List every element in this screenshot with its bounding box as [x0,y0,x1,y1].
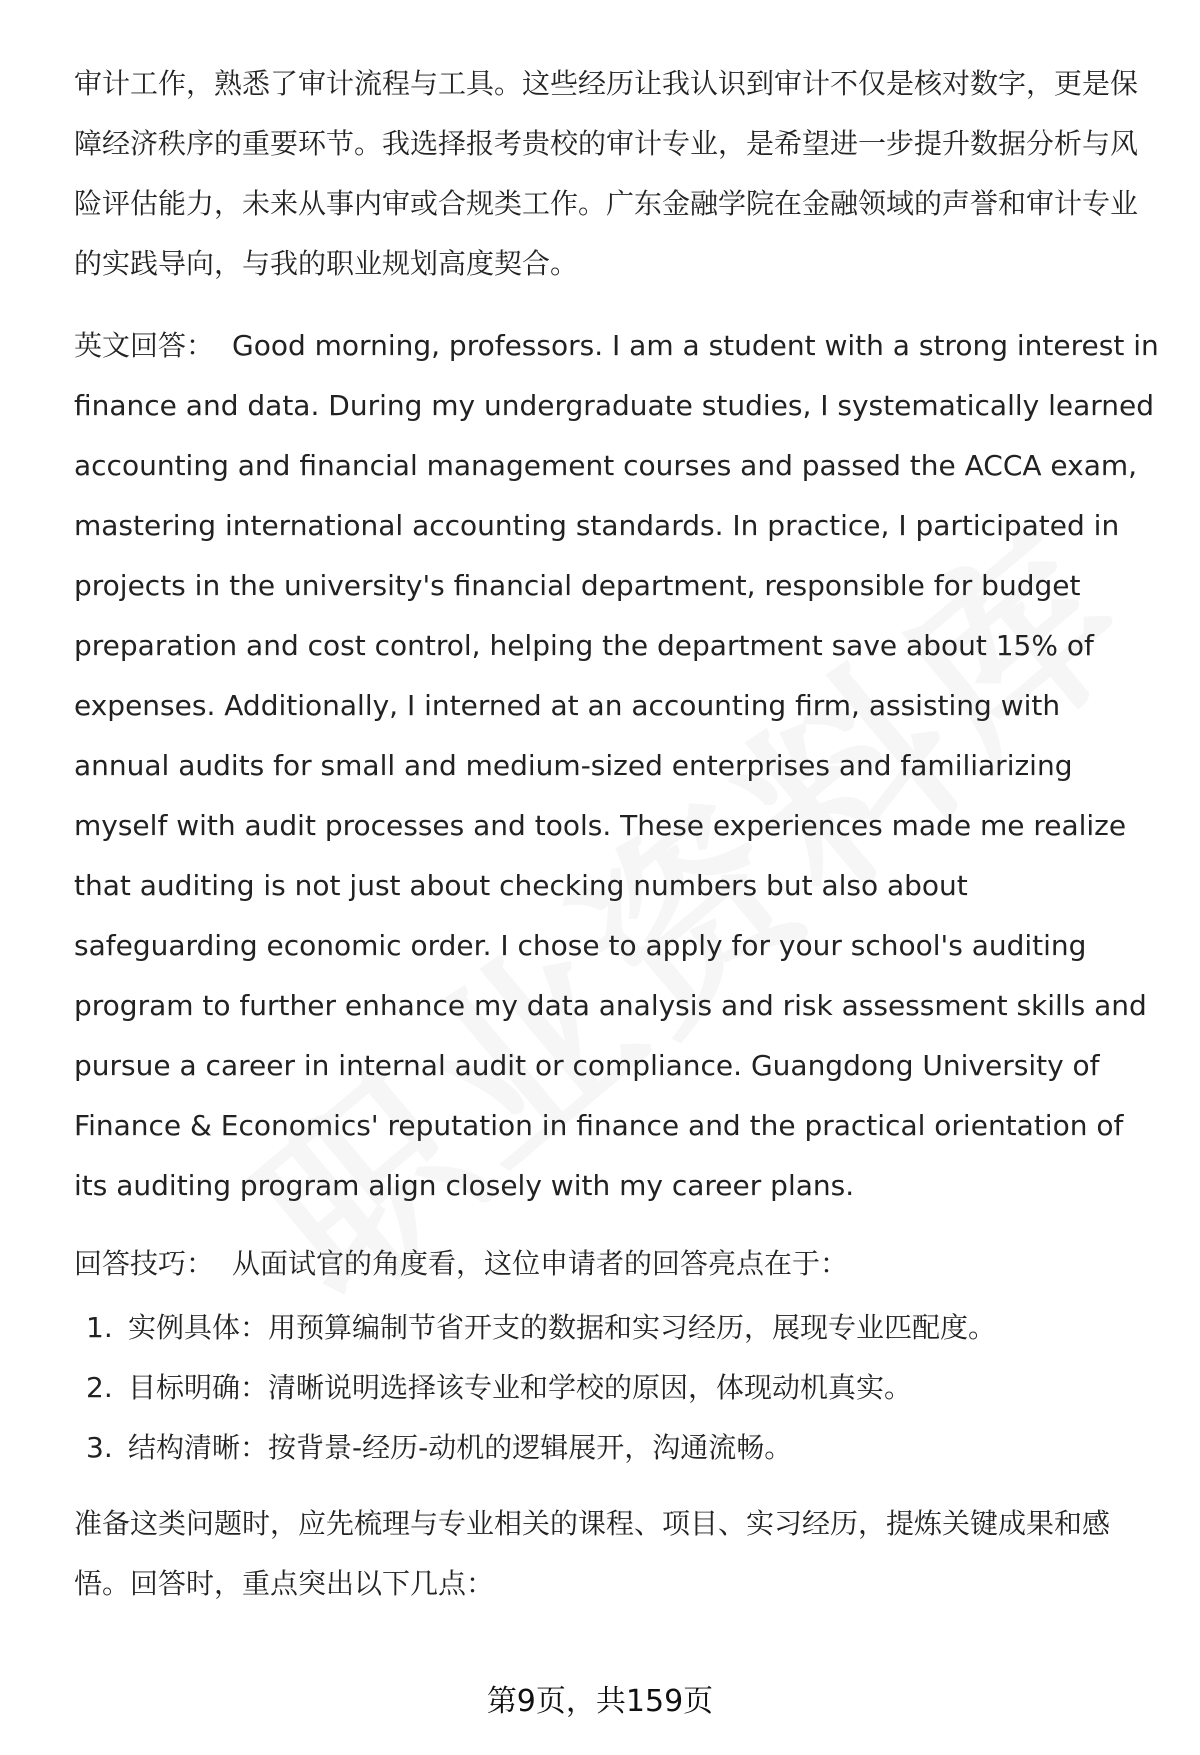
tips-heading [74,1234,1160,1294]
tips-intro: 从面试官的角度看，这位申请者的回答亮点在于： [232,1247,849,1280]
list-item [74,1298,1160,1358]
closing-paragraph: 准备这类问题时，应先梳理与专业相关的课程、项目、实习经历，提炼关键成果和感悟。回答时，重点突出以下几点： [74,1507,1111,1600]
list-item [74,1418,1160,1478]
page-content [74,54,1160,1614]
english-answer-paragraph [74,316,1160,1216]
tips-list [74,1298,1160,1478]
list-item-text: 目标明确：清晰说明选择该专业和学校的原因，体现动机真实。 [128,1371,913,1404]
english-answer-text: Good morning, professors. I am a student with a strong interest in finance and data. During my undergraduate studies, I systematically learned accounting and financial management courses and passed the ACCA exam, mastering international accounting standards. In practice, I participated in projects in the university's financial department, responsible for budget preparation and cost control, helping the department save about 15% of expenses. Additionally, I interned at an accounting firm, assisting with annual audits for small and medium-sized enterprises and familiarizing myself with audit processes and tools. These experiences made me realize that auditing is not just about checking numbers but also about safeguarding economic order. I chose to apply for your school's auditing program to further enhance my data analysis and risk assessment skills and pursue a career in internal audit or compliance. Guangdong University of Finance & Economics' reputation in finance and the practical orientation of its auditing program align closely with my career plans. [74,329,1159,1202]
list-item-number: 2. [86,1371,113,1404]
list-item-text: 实例具体：用预算编制节省开支的数据和实习经历，展现专业匹配度。 [128,1311,997,1344]
list-item-number: 1. [86,1311,113,1344]
page-number: 第9页，共159页 [486,1684,714,1719]
english-answer-label: 英文回答： [74,329,215,362]
intro-paragraph: 审计工作，熟悉了审计流程与工具。这些经历让我认识到审计不仅是核对数字，更是保障经济秩序的重要环节。我选择报考贵校的审计专业，是希望进一步提升数据分析与风险评估能力，未来从事内审或合规类工作。广东金融学院在金融领域的声誉和审计专业的实践导向，与我的职业规划高度契合。 [74,67,1139,280]
tips-label: 回答技巧： [74,1247,215,1280]
list-item-number: 3. [86,1431,113,1464]
list-item-text: 结构清晰：按背景-经历-动机的逻辑展开，沟通流畅。 [128,1431,793,1464]
list-item [74,1358,1160,1418]
